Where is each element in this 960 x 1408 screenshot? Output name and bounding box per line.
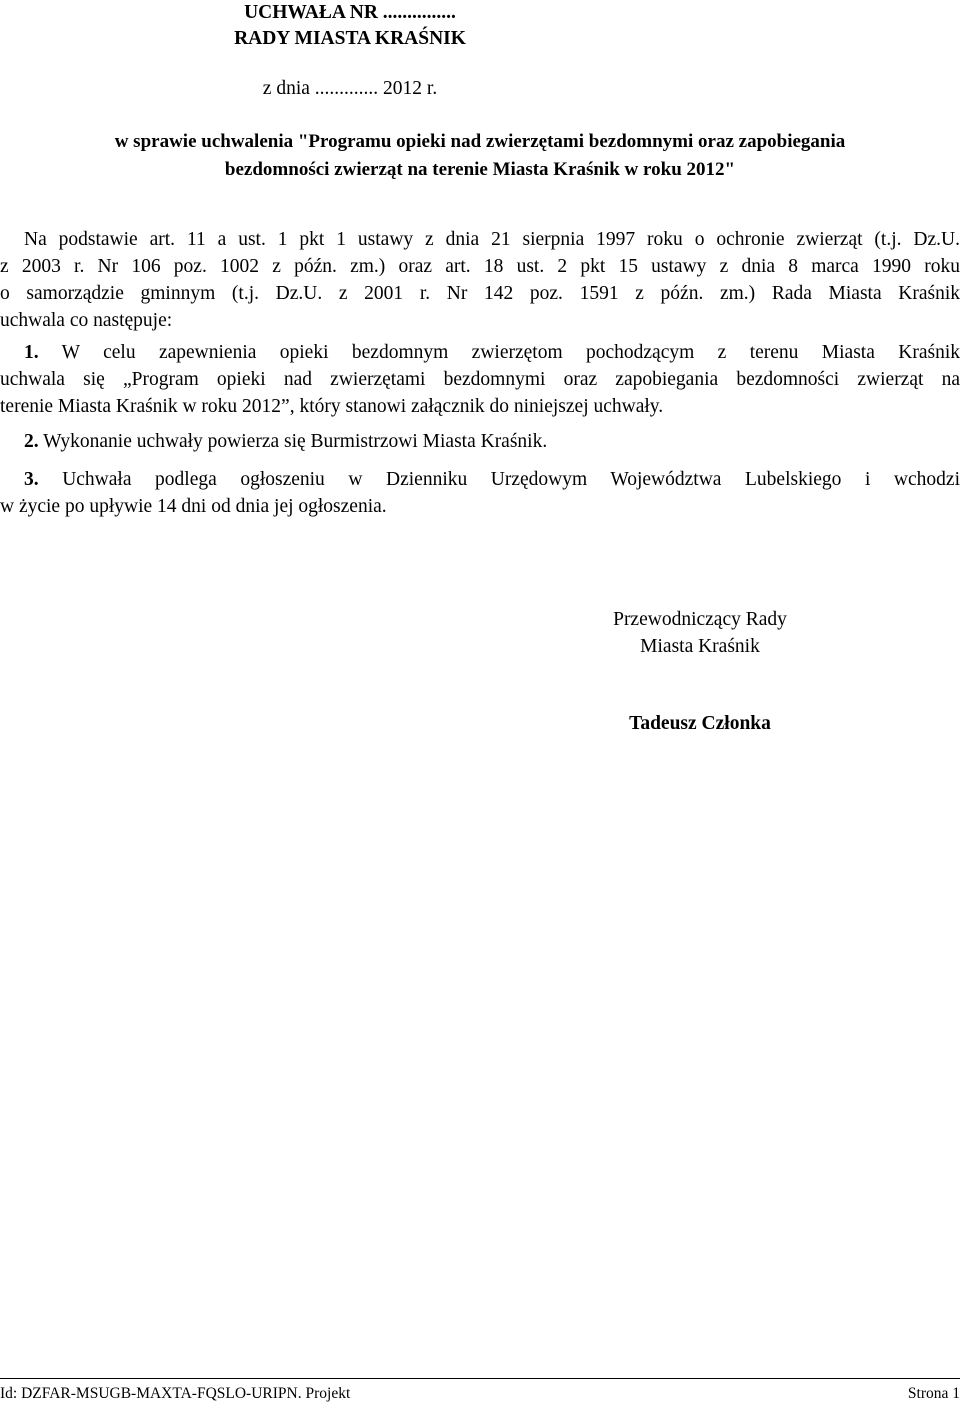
resolution-title — [0, 0, 830, 26]
section-1-number: 1. — [24, 342, 39, 363]
preamble-line: z 2003 r. Nr 106 poz. 1002 z późn. zm.) oraz art. 18 ust. 2 pkt 15 ustawy z dnia 8 marca 1990 roku — [0, 256, 960, 277]
subject-line-2: bezdomności zwierząt na terenie Miasta Kraśnik w roku 2012" — [224, 159, 736, 180]
resolution-date — [0, 76, 830, 102]
preamble-paragraph — [0, 226, 960, 334]
section-3 — [0, 466, 960, 520]
preamble-line: uchwala co następuje: — [0, 310, 173, 331]
signature-role-line-1: Przewodniczący Rady — [613, 609, 787, 630]
section-1-line: uchwala się „Program opieki nad zwierzętami bezdomnymi oraz zapobiegania bezdomności zwierząt na — [0, 369, 960, 390]
preamble-line: o samorządzie gminnym (t.j. Dz.U. z 2001 r. Nr 142 poz. 1591 z późn. zm.) Rada Miasta Kraśnik — [0, 283, 960, 304]
section-1 — [0, 339, 960, 420]
resolution-date-text: z dnia ............. 2012 r. — [262, 78, 438, 99]
section-3-number: 3. — [24, 469, 39, 490]
preamble-line: Na podstawie art. 11 a ust. 1 pkt 1 ustawy z dnia 21 sierpnia 1997 roku o ochronie zwierząt (t.j. Dz.U. — [24, 229, 960, 250]
resolution-number-line: UCHWAŁA NR ............... — [244, 2, 456, 23]
section-3-line: w życie po upływie 14 dni od dnia jej ogłoszenia. — [0, 496, 387, 517]
document-id: Id: DZFAR-MSUGB-MAXTA-FQSLO-URIPN. Projekt — [0, 1385, 351, 1402]
section-1-line — [0, 339, 960, 366]
council-name-text: RADY MIASTA KRAŚNIK — [234, 28, 466, 49]
section-1-text: W celu zapewnienia opieki bezdomnym zwierzętom pochodzącym z terenu Miasta Kraśnik — [61, 342, 960, 363]
footer-divider — [0, 1378, 960, 1379]
section-1-line: terenie Miasta Kraśnik w roku 2012”, który stanowi załącznik do niniejszej uchwały. — [0, 396, 664, 417]
subject-line-1: w sprawie uchwalenia "Programu opieki nad zwierzętami bezdomnymi oraz zapobiegania — [114, 131, 846, 152]
council-name — [0, 26, 830, 52]
page-number: Strona 1 — [907, 1385, 960, 1402]
section-2-text: Wykonanie uchwały powierza się Burmistrzowi Miasta Kraśnik. — [43, 431, 548, 452]
section-3-text: Uchwała podlega ogłoszeniu w Dzienniku Urzędowym Województwa Lubelskiego i wchodzi — [62, 469, 960, 490]
signer-name: Tadeusz Członka — [629, 713, 771, 734]
section-2-line — [0, 428, 960, 455]
section-3-line — [0, 466, 960, 493]
resolution-subject — [0, 128, 960, 184]
section-2-number: 2. — [24, 431, 39, 452]
signature-block — [540, 606, 860, 660]
section-2 — [0, 428, 960, 455]
signature-role-line-2: Miasta Kraśnik — [640, 636, 760, 657]
